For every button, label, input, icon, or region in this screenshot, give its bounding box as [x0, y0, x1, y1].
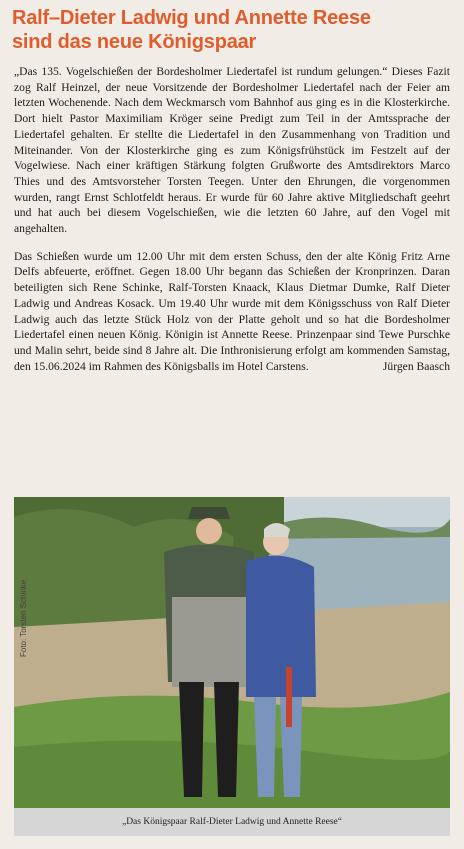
article-body	[14, 64, 450, 386]
photo-credit: Foto: Torsten Schinke	[19, 579, 28, 657]
article-paragraph-1: „Das 135. Vogelschießen der Bordesholmer Liedertafel ist rundum gelungen.“ Dieses Fazit zog Ralf Heinzel, der neue Vorsitzende der Bordesholmer Liedertafel nach der Feier am letzten Wochenende. Nach dem Weckmarsch vom Bahnhof aus ging es in die Klosterkirche. Dort hielt Pastor Maximiliam Kröger seine Predigt zum Teil in der Amtssprache der Liedertafel gehalten. Er stellte die Liedertafel in den Zusammenhang von Tradition und Miteinander. Von der Klosterkirche ging es zum Königsfrühstück im Festzelt auf der Vogelwiese. Nach einer kräftigen Stärkung folgten Grußworte des Amtsdirektors Marco Thies und des Amtsvorsteher Torsten Teegen. Unter den Ehrungen, die vorgenommen wurden, rangt Ernst Schlotfeldt heraus. Er wurde für 60 Jahre aktive Mitgliedschaft geehrt und hat auch bei diesem Vogelschießen, wie die letzten 60 Jahre, auf den Vogel mit angehalten.	[14, 65, 450, 236]
headline-line-2: sind das neue Königspaar	[12, 31, 257, 53]
article-photo	[14, 497, 450, 808]
photo-caption: „Das Königspaar Ralf-Dieter Ladwig und Annette Reese“	[14, 808, 450, 836]
article-headline	[12, 6, 452, 54]
article-paragraph-2	[14, 249, 450, 375]
headline-line-1: Ralf–Dieter Ladwig und Annette Reese	[12, 7, 371, 29]
photo-illustration	[14, 497, 450, 808]
paragraph-2-text: Das Schießen wurde um 12.00 Uhr mit dem ersten Schuss, den der alte König Fritz Arne Delfs abfeuerte, eröffnet. Gegen 18.00 Uhr begann das Schießen der Kronprinzen. Daran beteiligten sich Rene Schinke, Ralf-Torsten Knaack, Klaus Dietmar Dumke, Ralf Dieter Ladwig und Andreas Kosack. Um 19.40 Uhr wurde mit dem Königsschuss von Ralf Dieter Ladwig auch das letzte Stück Holz von der Platte geholt und so hat die Bordesholmer Liedertafel einen neuen König. Königin ist Annette Reese. Prinzenpaar sind Tewe Purschke und Malin sehrt, beide sind 8 Jahre alt. Die Inthronisierung erfolgt am kommenden Samstag, den 15.06.2024 im Rahmen des Königsballs im Hotel Carstens.	[14, 249, 450, 373]
article-author: Jürgen Baasch	[382, 359, 450, 373]
